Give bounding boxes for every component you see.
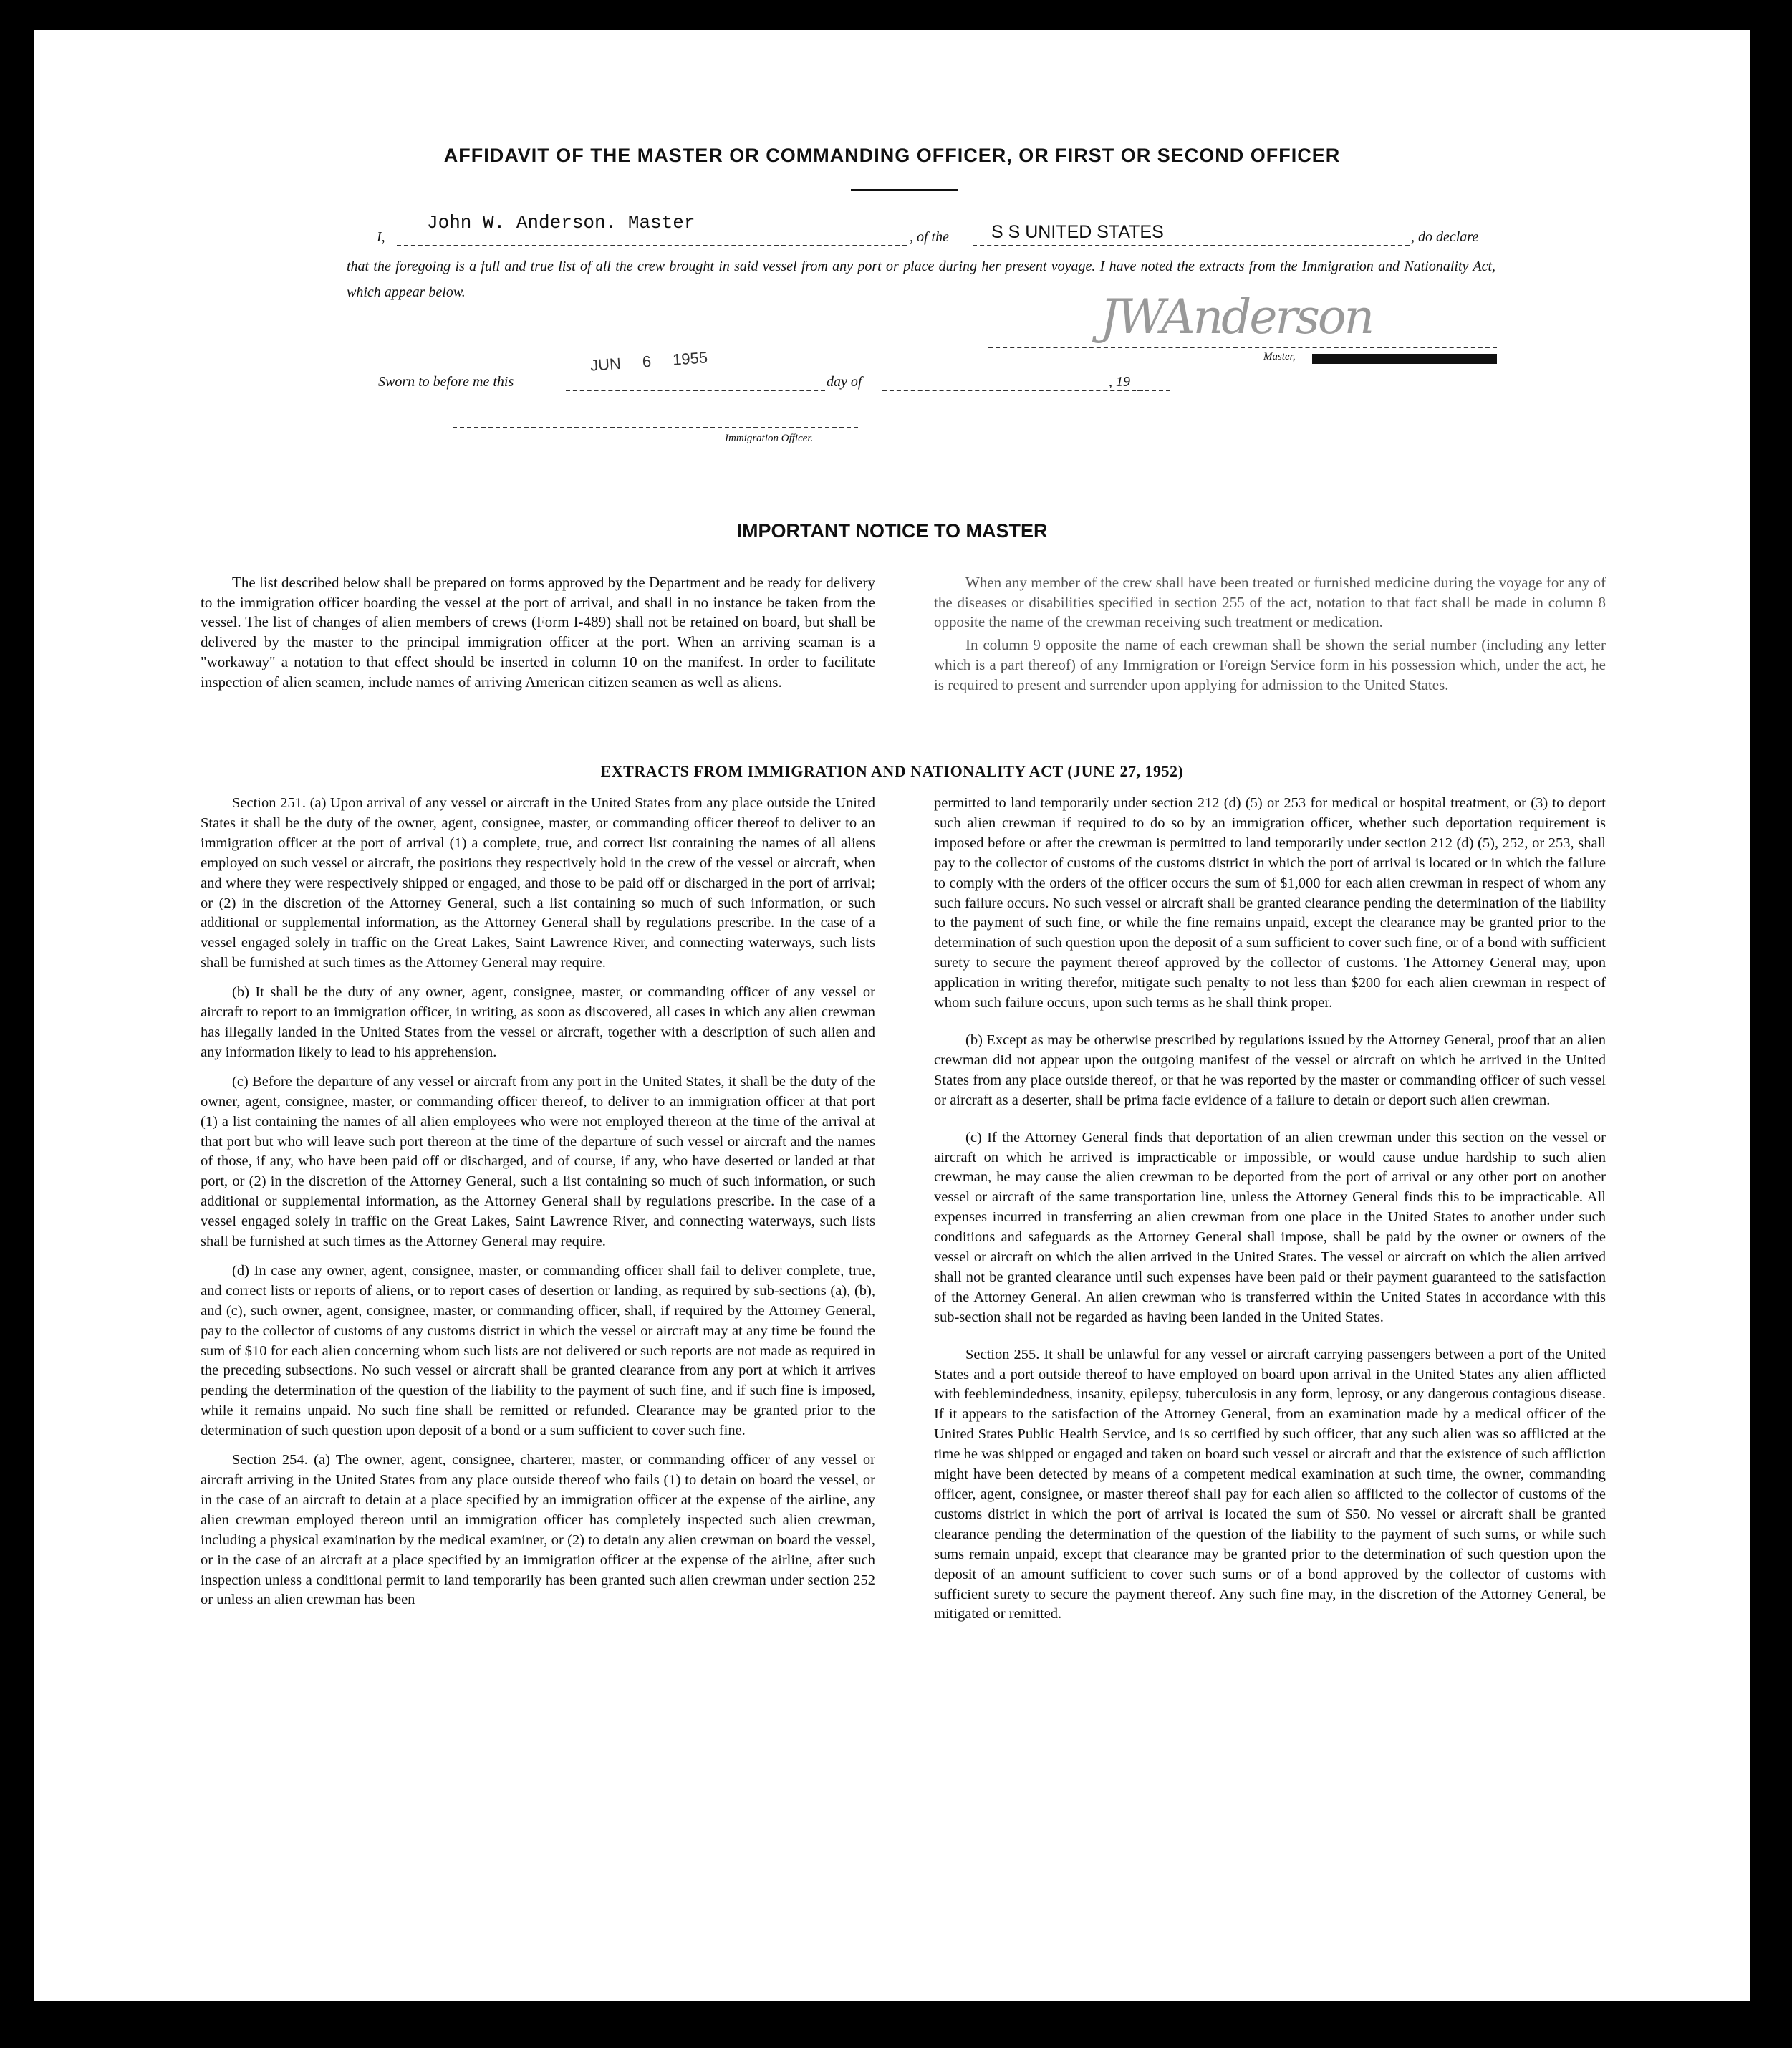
name-line (397, 245, 907, 246)
year-prefix: , 19 (1109, 374, 1130, 390)
do-declare-label: , do declare (1411, 229, 1479, 245)
notice-paragraph: In column 9 opposite the name of each crewman shall be shown the serial number (including any letter which is a part thereof) of any Immigration or Foreign Service form in his possession which, under the act, he is required to present and surrender upon applying for admission to the United States. (934, 636, 1606, 693)
extracts-left-column (201, 794, 875, 1620)
vessel-name-typed: S S UNITED STATES (991, 222, 1164, 242)
master-signature: JWAnderson (1100, 289, 1373, 345)
notice-paragraph: The list described below shall be prepared on forms approved by the Department and be ready for delivery to the immigration officer boarding the vessel at the port of arrival, and shall in no instance be taken from the vessel. The list of changes of alien members of crews (Form I-489) shall not be retained on board, but shall be delivered by the master to the principal immigration officer at the port. When an arriving seaman is a "workaway" a notation to that effect should be inserted in column 10 on the manifest. In order to facilitate inspection of alien seamen, include names of arriving American citizen seamen as well as aliens. (201, 574, 875, 691)
date-stamp: JUN 6 1955 (589, 348, 708, 375)
declaration-text: that the foregoing is a full and true list of all the crew brought in said vessel from any port or place during her present voyage. I have noted the extracts from the Immigration and Nationality Act, which appear below. (347, 259, 1495, 300)
affidavit-title: AFFIDAVIT OF THE MASTER OR COMMANDING OFFICER, OR FIRST OR SECOND OFFICER (443, 145, 1341, 166)
of-the-label: , of the (910, 229, 949, 245)
extracts-title: EXTRACTS FROM IMMIGRATION AND NATIONALITY ACT (JUNE 27, 1952) (600, 762, 1184, 780)
notice-left-column (201, 573, 875, 692)
notice-paragraph: When any member of the crew shall have been treated or furnished medicine during the voyage for any of the diseases or disabilities specified in section 255 of the act, notation to that fact shall be made in column 8 opposite the name of the crewman receiving such treatment or medication. (934, 574, 1606, 631)
redaction-bar (1312, 354, 1497, 364)
act-section-paragraph: Section 251. (a) Upon arrival of any vessel or aircraft in the United States from any place outside the United States it shall be the duty of the owner, agent, consignee, master, or commanding officer thereof to deliver to an immigration officer at the port of arrival (1) a complete, true, and correct list containing the names of all aliens employed on such vessel or aircraft, the positions they respectively hold in the crew of the vessel or aircraft, when and where they were respectively shipped or engaged, and those to be paid off or discharged in the port of arrival; or (2) in the discretion of the Attorney General, such a list containing so much of such information, or such additional or supplemental information, as the Attorney General shall by regulations prescribe. In the case of a vessel engaged solely in traffic on the Great Lakes, Saint Lawrence River, and connecting waterways, such lists shall be furnished at such times as the Attorney General may require. (201, 795, 875, 971)
i-label: I, (377, 229, 385, 245)
act-section-paragraph: (b) Except as may be otherwise prescribed by regulations issued by the Attorney General, proof that an alien crewman did not appear upon the outgoing manifest of the vessel or aircraft on which he arrived in the United States from any place outside thereof, or that he was reported by the master or commanding officer of such vessel or aircraft as a deserter, shall be prima facie evidence of a failure to detain or deport such alien crewman. (934, 1032, 1606, 1108)
day-of-label: day of (827, 374, 862, 390)
month-line (882, 390, 1143, 391)
year-line (1137, 390, 1170, 391)
immigration-officer-label: Immigration Officer. (725, 433, 814, 444)
act-section-paragraph: Section 255. It shall be unlawful for any vessel or aircraft carrying passengers between a port of the United States and a port outside thereof to have employed on board upon arrival in the United States any alien afflicted with feeblemindedness, insanity, epilepsy, tuberculosis in any form, leprosy, or any dangerous contagious disease. If it appears to the satisfaction of the Attorney General, from an examination made by a medical officer of the United States Public Health Service, and is so certified by such officer, that any such alien was so afflicted at the time he was shipped or engaged and taken on board such vessel or aircraft and that the existence of such affliction might have been detected by means of a competent medical examination at such time, the owner, commanding officer, agent, consignee, or master thereof shall pay for each alien so afflicted to the collector of customs of the customs district in which the port of arrival is located the sum of $50. No vessel or aircraft shall be granted clearance pending the determination of the question of the liability to the payment of such sums, or while such sums remain unpaid, except that clearance may be granted prior to the determination of such question upon the deposit of an amount sufficient to cover such sums or of a bond approved by the collector of customs with sufficient surety to secure the payment thereof. Any such fine may, in the discretion of the Attorney General, be mitigated or remitted. (934, 1346, 1606, 1622)
act-section-paragraph: (c) Before the departure of any vessel or aircraft from any port in the United States, it shall be the duty of the owner, agent, consignee, master, or commanding officer thereof, to deliver to an immigration officer at that port (1) a list containing the names of all alien employees who were not employed thereon at the time of the arrival at that port but who will leave such port thereon at the time of the departure of such vessel or aircraft and the names of those, if any, who have been paid off or discharged, and of course, if any, who have deserted or landed at that port, or (2) in the discretion of the Attorney General, such a list containing so much of such information, or such additional or supplemental information, as the Attorney General shall by regulations prescribe. In the case of a vessel engaged solely in traffic on the Great Lakes, Saint Lawrence River, and connecting waterways, such lists shall be furnished at such times as the Attorney General may require. (201, 1073, 875, 1250)
notice-title: IMPORTANT NOTICE TO MASTER (736, 520, 1048, 542)
title-underline (851, 189, 958, 191)
officer-line (453, 427, 858, 428)
master-label: Master, (1263, 351, 1296, 362)
act-section-paragraph: (b) It shall be the duty of any owner, agent, consignee, master, or commanding officer of any vessel or aircraft to report to an immigration officer, in writing, as soon as discovered, all cases in which any alien crewman has illegally landed in the United States from the vessel or aircraft, together with a description of such alien and any information likely to lead to his apprehension. (201, 984, 875, 1060)
act-section-paragraph: Section 254. (a) The owner, agent, consignee, charterer, master, or commanding officer of any vessel or aircraft arriving in the United States from any place outside thereof who fails (1) to detain on board the vessel, or in the case of an aircraft to detain at a place specified by an immigration officer at the expense of the airline, any alien crewman employed thereon until an immigration officer has completely inspected such alien crewman, including a physical examination by the medical examiner, or (2) to detain any alien crewman on board the vessel, or in the case of an aircraft at a place specified by an immigration officer at the expense of the airline, after such inspection unless a conditional permit to land temporarily has been granted such alien crewman under section 252 or unless an alien crewman has been (201, 1452, 875, 1608)
act-section-paragraph: (c) If the Attorney General finds that deportation of an alien crewman under this section on the vessel or aircraft on which he arrived is impracticable or impossible, or would cause undue hardship to such alien crewman, he may cause the alien crewman to be deported from the port of arrival or any other port on another vessel or aircraft of the same transportation line, unless the Attorney General finds this to be impracticable. All expenses incurred in transferring an alien crewman from one place in the United States to another under such conditions and safeguards as the Attorney General shall impose, shall be paid by the owner or owners of the vessel or aircraft on which the alien arrived in the United States. The vessel or aircraft on which the alien arrived shall not be granted clearance until such expenses have been paid or their payment guaranteed to the satisfaction of the Attorney General. An alien crewman who is transferred within the United States in accordance with this sub-section shall not be regarded as having been landed in the United States. (934, 1129, 1606, 1325)
vessel-line (973, 245, 1410, 246)
notice-right-column (934, 573, 1606, 695)
master-name-typed: John W. Anderson. Master (427, 212, 695, 234)
act-section-paragraph: permitted to land temporarily under section 212 (d) (5) or 253 for medical or hospital treatment, or (3) to deport such alien crewman if required to do so by an immigration officer, whether such deportation requirement is imposed before or after the crewman is permitted to land temporarily under section 212 (d) (5), 252, or 253, shall pay to the collector of customs of the customs district in which the port of arrival is located or in which the failure to comply with the orders of the officer occurs the sum of $1,000 for each alien crewman in respect of whom any such failure occurs. No such vessel or aircraft shall be granted clearance pending the determination of the liability to the payment of such fine, or while the fine remains unpaid, except the clearance may be granted prior to the determination of such question upon the deposit of a sum sufficient to cover such fine, or of a bond with sufficient surety to secure the payment thereof approved by the collector of customs. The Attorney General may, upon application in writing therefor, mitigate such penalty to not less than $200 for each alien crewman in respect of whom such failure occurs, upon such terms as he shall think proper. (934, 795, 1606, 1011)
document-page (34, 30, 1750, 2001)
act-section-paragraph: (d) In case any owner, agent, consignee, master, or commanding officer shall fail to deliver complete, true, and correct lists or reports of aliens, or to report cases of desertion or landing, as required by sub-sections (a), (b), and (c), such owner, agent, consignee, master, or commanding officer, shall, if required by the Attorney General, pay to the collector of customs of any customs district in which the vessel or aircraft may at any time be found the sum of $10 for each alien concerning whom such lists are not delivered or such reports are not made as required in the preceding subsections. No such vessel or aircraft shall be granted clearance from any port at which it arrives pending the determination of the question of the liability to the payment of such fine, and if such fine is imposed, while it remains unpaid. No such fine shall be remitted or refunded. Clearance may be granted prior to the determination of such question upon deposit of a bond or a sum sufficient to cover such fine. (201, 1262, 875, 1439)
sworn-label: Sworn to before me this (378, 374, 514, 390)
extracts-right-column (934, 794, 1606, 1634)
day-line (566, 390, 825, 391)
signature-line (988, 347, 1497, 348)
